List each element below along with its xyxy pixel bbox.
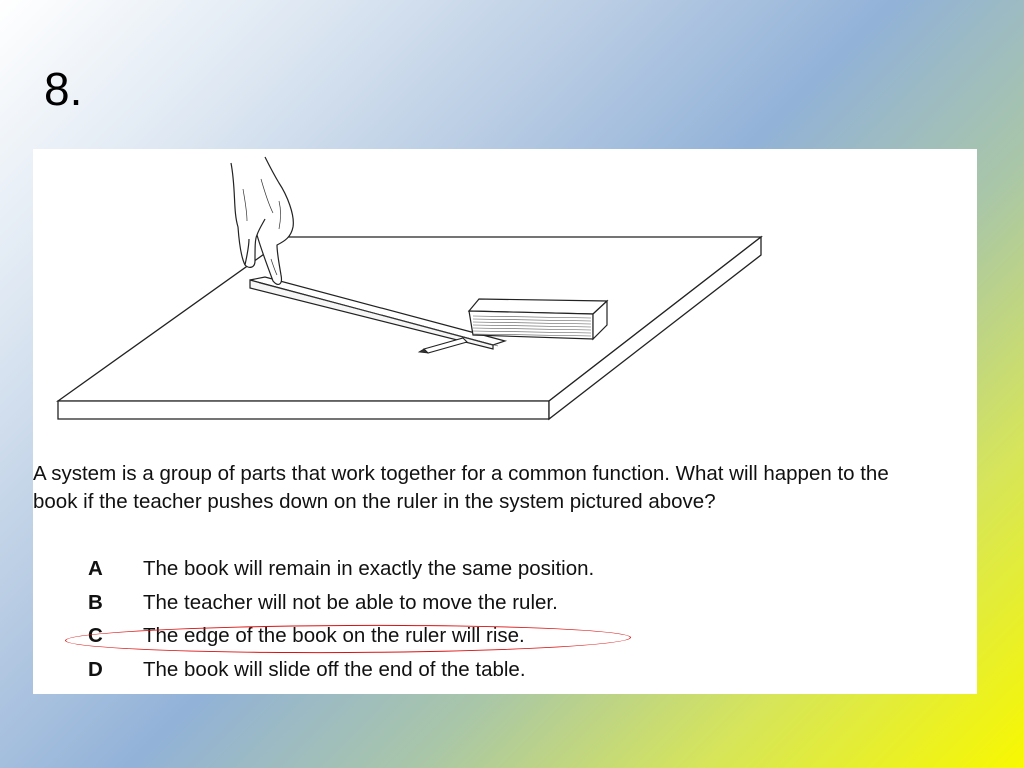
question-text: A system is a group of parts that work together for a common function. What will happen to the book if the teacher pushes down on the ruler in the system pictured above? [33, 462, 889, 513]
option-letter: D [88, 657, 103, 681]
question-card [33, 149, 977, 694]
option-letter: C [88, 624, 103, 647]
answer-options [88, 557, 948, 691]
option-c[interactable] [88, 624, 948, 658]
option-b[interactable] [88, 591, 948, 625]
option-text: The teacher will not be able to move the ruler. [143, 590, 558, 614]
option-letter: A [88, 557, 103, 580]
option-d[interactable] [88, 658, 948, 692]
option-text: The edge of the book on the ruler will rise. [143, 624, 525, 647]
option-a[interactable] [88, 557, 948, 591]
lever-illustration [33, 149, 977, 449]
option-letter: B [88, 590, 103, 614]
option-text: The book will slide off the end of the table. [143, 657, 526, 681]
slide-number: 8. [44, 63, 83, 115]
option-text: The book will remain in exactly the same position. [143, 557, 595, 580]
